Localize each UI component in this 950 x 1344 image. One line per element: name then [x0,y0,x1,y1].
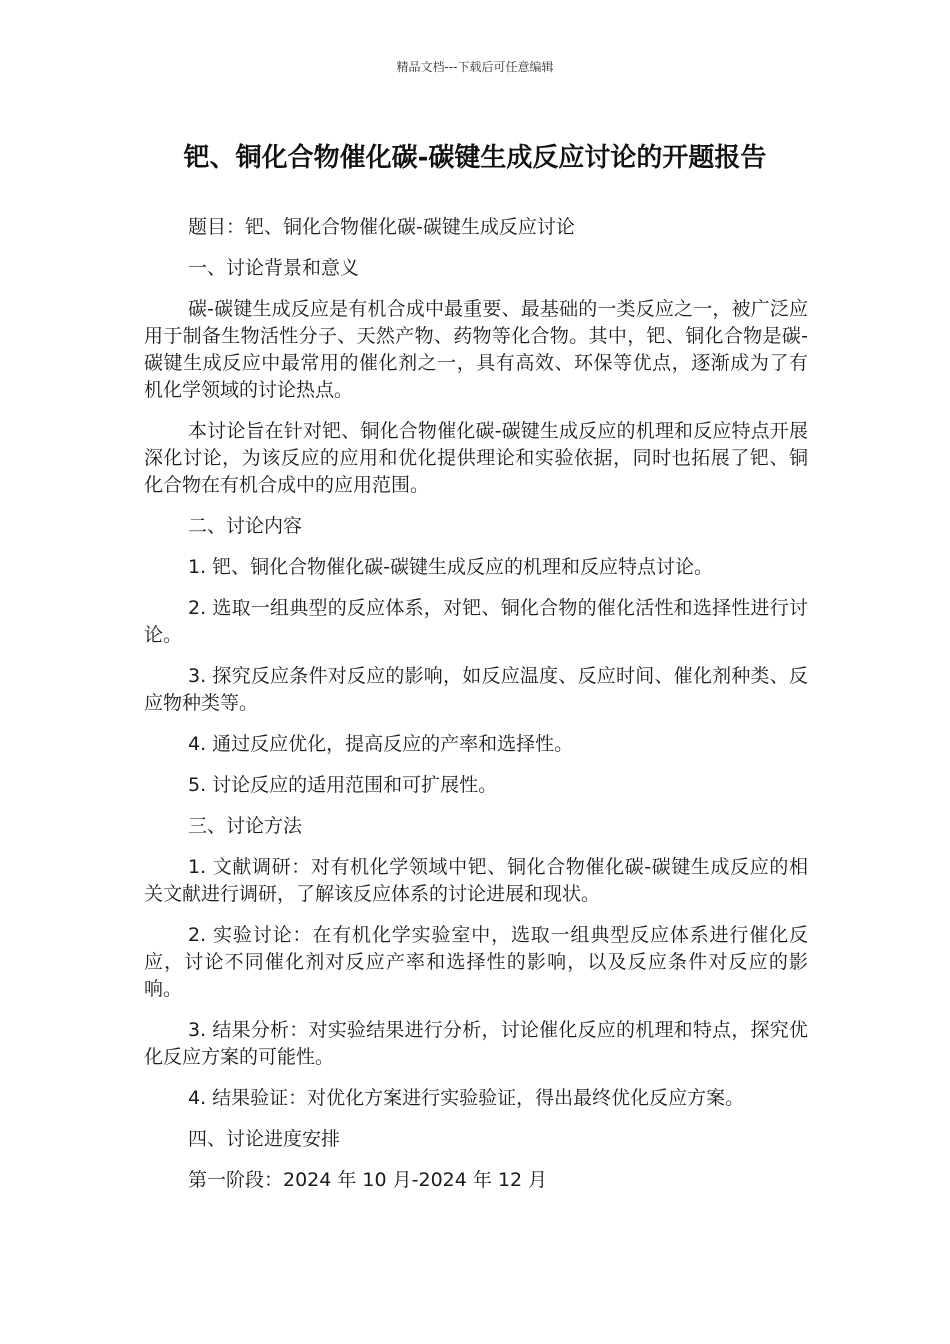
list-item: 5. 讨论反应的适用范围和可扩展性。 [188,774,498,796]
list-item: 3. 结果分析：对实验结果进行分析，讨论催化反应的机理和特点，探究优化反应方案的可能性。 [144,1019,808,1068]
list-item: 4. 通过反应优化，提高反应的产率和选择性。 [188,733,574,755]
document-title: 钯、铜化合物催化碳-碳键生成反应讨论的开题报告 [183,143,767,173]
list-item: 1. 文献调研：对有机化学领域中钯、铜化合物催化碳-碳键生成反应的相关文献进行调研，了解该反应体系的讨论进展和现状。 [144,856,808,905]
body-paragraph: 碳-碳键生成反应是有机合成中最重要、最基础的一类反应之一，被广泛应用于制备生物活性分子、天然产物、药物等化合物。其中，钯、铜化合物是碳-碳键生成反应中最常用的催化剂之一，具有高效、环保等优点，逐渐成为了有机化学领域的讨论热点。 [144,298,808,401]
list-item: 2. 选取一组典型的反应体系，对钯、铜化合物的催化活性和选择性进行讨论。 [144,597,808,646]
list-item: 1. 钯、铜化合物催化碳-碳键生成反应的机理和反应特点讨论。 [188,556,714,578]
list-item: 3. 探究反应条件对反应的影响，如反应温度、反应时间、催化剂种类、反应物种类等。 [144,665,808,714]
header-note: 精品文档---下载后可任意编辑 [396,60,554,74]
section-heading-content: 二、讨论内容 [188,515,303,537]
schedule-line: 第一阶段：2024 年 10 月-2024 年 12 月 [188,1169,548,1191]
list-item: 4. 结果验证：对优化方案进行实验验证，得出最终优化反应方案。 [188,1087,745,1109]
topic-line: 题目：钯、铜化合物催化碳-碳键生成反应讨论 [188,216,575,238]
section-heading-background: 一、讨论背景和意义 [188,257,360,279]
section-heading-schedule: 四、讨论进度安排 [188,1128,341,1150]
list-item: 2. 实验讨论：在有机化学实验室中，选取一组典型反应体系进行催化反应，讨论不同催化剂对反应产率和选择性的影响，以及反应条件对反应的影响。 [144,924,808,1000]
document-body [144,214,808,1208]
body-paragraph: 本讨论旨在针对钯、铜化合物催化碳-碳键生成反应的机理和反应特点开展深化讨论，为该反应的应用和优化提供理论和实验依据，同时也拓展了钯、铜化合物在有机合成中的应用范围。 [144,420,808,496]
section-heading-methods: 三、讨论方法 [188,815,303,837]
